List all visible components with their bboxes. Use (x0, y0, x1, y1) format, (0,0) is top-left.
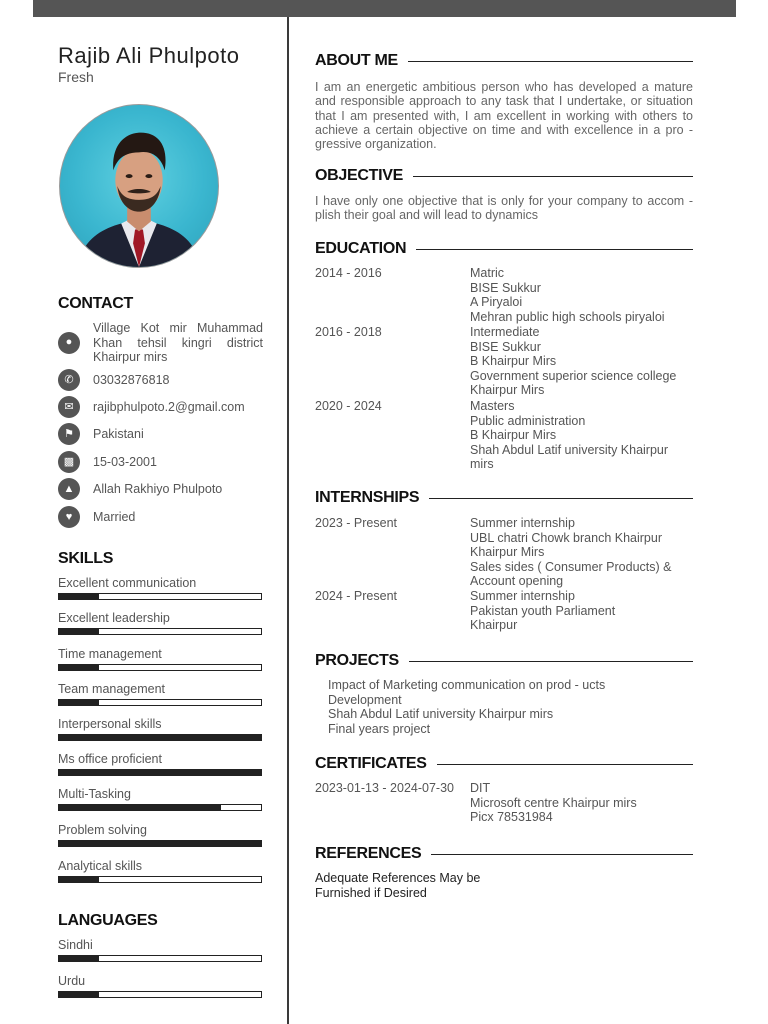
heading-rule (408, 61, 693, 62)
contact-phone (58, 369, 263, 391)
objective-heading (315, 167, 693, 185)
entry-line: Public administration (470, 413, 586, 428)
skill-bar-fill (59, 735, 261, 740)
language-bar (58, 991, 262, 998)
skill-item (58, 859, 263, 883)
heading-rule (429, 498, 693, 499)
profile-photo (59, 104, 219, 268)
certificates-heading-text: CERTIFICATES (315, 755, 427, 772)
skill-item (58, 576, 263, 600)
skill-bar-fill (59, 841, 261, 846)
person-portrait-icon (60, 105, 218, 267)
skill-bar (58, 664, 262, 671)
entry-line: Summer internship (470, 589, 575, 603)
education-heading (315, 240, 693, 258)
education-heading-text: EDUCATION (315, 240, 407, 257)
heading-rule (409, 661, 693, 662)
internships-heading (315, 489, 693, 507)
contact-father (58, 478, 263, 500)
father-icon: ▲ (58, 478, 80, 500)
skill-label: Time management (58, 647, 162, 661)
entry-line: Shah Abdul Latif university Khairpur mirs (470, 442, 669, 471)
skill-item (58, 682, 263, 706)
skill-bar (58, 804, 262, 811)
entry-line: Picx 78531984 (470, 810, 553, 824)
entry-line: Intermediate (470, 325, 540, 339)
entry-line: Matric (470, 266, 505, 280)
skill-bar-fill (59, 594, 99, 599)
project-line: Impact of Marketing communication on prod - ucts Development (328, 678, 606, 707)
references-heading-text: REFERENCES (315, 845, 422, 862)
project-line: Final years project (328, 721, 431, 736)
project-line: Shah Abdul Latif university Khairpur mirs (328, 707, 554, 721)
entry-date: 2024 - Present (315, 589, 397, 603)
entry-line: BISE Sukkur (470, 280, 541, 295)
entry-date: 2014 - 2016 (315, 266, 382, 280)
skill-bar (58, 769, 262, 776)
skill-label: Multi-Tasking (58, 787, 131, 801)
heart-icon: ♥ (58, 506, 80, 528)
entry-line: Masters (470, 399, 515, 413)
objective-text: I have only one objective that is only for your company to accom - plish their goal and will lead to dynamics (315, 194, 693, 223)
heading-rule (416, 249, 693, 250)
internships-heading-text: INTERNSHIPS (315, 489, 420, 506)
skill-label: Excellent leadership (58, 611, 170, 625)
entry-line: Sales sides ( Consumer Products) & Account opening (470, 559, 672, 588)
skill-item (58, 647, 263, 671)
skill-bar-fill (59, 629, 99, 634)
email-icon: ✉ (58, 396, 80, 418)
profile-subtitle: Fresh (58, 69, 94, 85)
contact-phone-text: 03032876818 (93, 372, 170, 387)
skill-bar (58, 876, 262, 883)
flag-icon: ⚑ (58, 423, 80, 445)
entry-body (470, 781, 690, 825)
objective-heading-text: OBJECTIVE (315, 167, 403, 184)
entry-body (470, 589, 690, 633)
top-bar (33, 0, 736, 17)
contact-father-text: Allah Rakhiyo Phulpoto (93, 481, 223, 496)
skill-bar-fill (59, 877, 99, 882)
projects-heading (315, 652, 693, 670)
contact-birthdate-text: 15-03-2001 (93, 454, 157, 469)
certificates-heading (315, 755, 693, 773)
entry-line: Mehran public high schools piryaloi (470, 309, 665, 324)
skill-item (58, 752, 263, 776)
birthday-cake-icon: ▩ (58, 451, 80, 473)
skill-item (58, 823, 263, 847)
skill-label: Team management (58, 682, 166, 696)
skill-bar (58, 628, 262, 635)
entry-date: 2020 - 2024 (315, 399, 382, 413)
entry-line: Government superior science college Khairpur Mirs (470, 368, 677, 397)
heading-rule (413, 176, 693, 177)
language-item (58, 938, 263, 962)
skill-bar-fill (59, 700, 99, 705)
skill-label: Excellent communication (58, 576, 197, 590)
entry-date: 2016 - 2018 (315, 325, 382, 339)
language-item (58, 974, 263, 998)
skill-bar-fill (59, 805, 221, 810)
contact-nationality (58, 423, 263, 445)
skill-item (58, 611, 263, 635)
languages-heading: LANGUAGES (58, 912, 158, 929)
skills-heading: SKILLS (58, 550, 114, 567)
skill-label: Ms office proficient (58, 752, 162, 766)
entry-line: UBL chatri Chowk branch Khairpur Khairpur Mirs (470, 530, 662, 559)
skill-bar (58, 699, 262, 706)
contact-email-text[interactable]: rajibphulpoto.2@gmail.com (93, 399, 245, 414)
about-heading-text: ABOUT ME (315, 52, 398, 69)
contact-email (58, 396, 263, 418)
contact-address (58, 321, 263, 365)
column-divider (287, 17, 289, 1024)
phone-icon: ✆ (58, 369, 80, 391)
skill-bar (58, 840, 262, 847)
entry-line: B Khairpur Mirs (470, 428, 557, 442)
skill-bar (58, 593, 262, 600)
language-bar-fill (59, 992, 99, 997)
references-text: Adequate References May be Furnished if Desired (315, 871, 481, 900)
projects-heading-text: PROJECTS (315, 652, 399, 669)
entry-line: Summer internship (470, 516, 575, 530)
contact-marital-text: Married (93, 509, 136, 524)
entry-body (470, 399, 690, 472)
entry-date: 2023-01-13 - 2024-07-30 (315, 781, 454, 795)
entry-line: A Piryaloi (470, 295, 523, 309)
entry-line: Khairpur (470, 618, 518, 632)
entry-body (470, 516, 690, 589)
heading-rule (431, 854, 693, 855)
entry-line: B Khairpur Mirs (470, 354, 557, 368)
entry-line: BISE Sukkur (470, 339, 541, 354)
contact-marital-status (58, 506, 263, 528)
entry-line: Pakistan youth Parliament (470, 603, 616, 618)
language-label: Urdu (58, 974, 86, 988)
location-pin-icon: ● (58, 332, 80, 354)
references-heading (315, 845, 693, 863)
skill-label: Analytical skills (58, 859, 143, 873)
contact-heading: CONTACT (58, 295, 133, 312)
entry-body (470, 325, 690, 398)
about-text: I am an energetic ambitious person who has developed a mature and responsible approach to any task that I undertake, or situation that I am presented with, I am excellent in working with others to achieve a certain objective on time and with excellence in a pro - gressive organization. (315, 80, 693, 152)
heading-rule (437, 764, 693, 765)
skill-label: Problem solving (58, 823, 147, 837)
skill-bar-fill (59, 770, 261, 775)
entry-line: DIT (470, 781, 491, 795)
contact-address-text: Village Kot mir Muhammad Khan tehsil kingri district Khairpur mirs (93, 321, 263, 364)
profile-name: Rajib Ali Phulpoto (58, 43, 240, 68)
language-bar-fill (59, 956, 99, 961)
skill-label: Interpersonal skills (58, 717, 162, 731)
skill-item (58, 717, 263, 741)
entry-date: 2023 - Present (315, 516, 397, 530)
projects-body (328, 678, 618, 736)
contact-nationality-text: Pakistani (93, 426, 144, 441)
skill-bar (58, 734, 262, 741)
language-label: Sindhi (58, 938, 93, 952)
contact-birthdate (58, 451, 263, 473)
skill-item (58, 787, 263, 811)
entry-line: Microsoft centre Khairpur mirs (470, 795, 637, 810)
language-bar (58, 955, 262, 962)
entry-body (470, 266, 690, 324)
about-heading (315, 52, 693, 70)
skill-bar-fill (59, 665, 99, 670)
